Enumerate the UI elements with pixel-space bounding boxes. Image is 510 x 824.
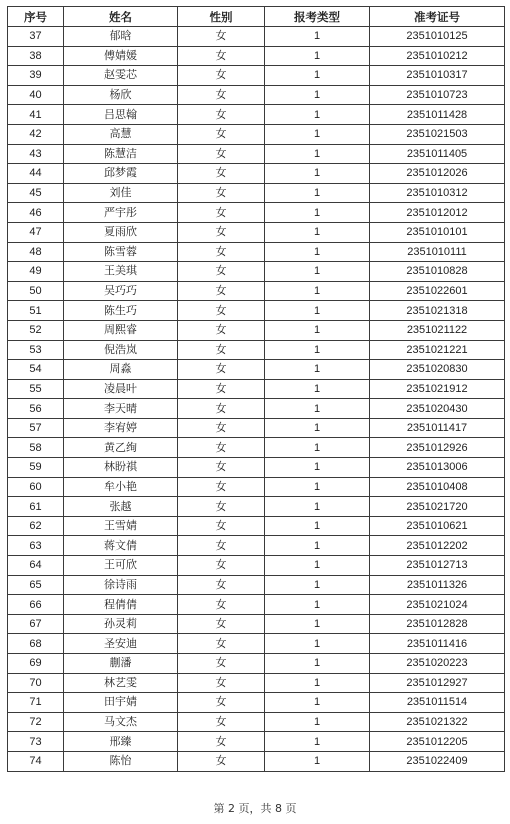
cell-ticket-number: 2351011405	[370, 144, 505, 164]
cell-name: 傅婧媛	[64, 46, 178, 66]
cell-exam-type: 1	[265, 222, 370, 242]
cell-name: 赵雯芯	[64, 66, 178, 86]
table-row	[8, 732, 505, 752]
cell-name: 马文杰	[64, 712, 178, 732]
cell-seq: 70	[8, 673, 64, 693]
cell-exam-type: 1	[265, 124, 370, 144]
table-header	[8, 7, 505, 27]
cell-name: 凌晨叶	[64, 379, 178, 399]
cell-gender: 女	[178, 85, 265, 105]
cell-name: 蒯潘	[64, 654, 178, 674]
cell-gender: 女	[178, 418, 265, 438]
cell-seq: 67	[8, 614, 64, 634]
cell-ticket-number: 2351010621	[370, 516, 505, 536]
cell-seq: 63	[8, 536, 64, 556]
cell-name: 王可欣	[64, 556, 178, 576]
cell-gender: 女	[178, 399, 265, 419]
cell-exam-type: 1	[265, 242, 370, 262]
cell-seq: 38	[8, 46, 64, 66]
cell-ticket-number: 2351010111	[370, 242, 505, 262]
cell-seq: 64	[8, 556, 64, 576]
cell-exam-type: 1	[265, 301, 370, 321]
cell-name: 吴巧巧	[64, 281, 178, 301]
table-row	[8, 399, 505, 419]
header-ticket-number: 准考证号	[370, 7, 505, 27]
header-gender: 性别	[178, 7, 265, 27]
cell-exam-type: 1	[265, 438, 370, 458]
cell-ticket-number: 2351011417	[370, 418, 505, 438]
cell-name: 孙灵莉	[64, 614, 178, 634]
cell-ticket-number: 2351011326	[370, 575, 505, 595]
cell-seq: 48	[8, 242, 64, 262]
cell-name: 陈慧洁	[64, 144, 178, 164]
cell-gender: 女	[178, 320, 265, 340]
cell-gender: 女	[178, 124, 265, 144]
cell-gender: 女	[178, 379, 265, 399]
table-row	[8, 262, 505, 282]
cell-seq: 39	[8, 66, 64, 86]
cell-exam-type: 1	[265, 320, 370, 340]
cell-seq: 53	[8, 340, 64, 360]
cell-name: 蒋文倩	[64, 536, 178, 556]
cell-gender: 女	[178, 164, 265, 184]
cell-gender: 女	[178, 438, 265, 458]
cell-gender: 女	[178, 46, 265, 66]
cell-seq: 68	[8, 634, 64, 654]
page-footer: 第 2 页，共 8 页	[213, 802, 297, 815]
table-row	[8, 693, 505, 713]
cell-name: 严宇彤	[64, 203, 178, 223]
cell-seq: 69	[8, 654, 64, 674]
table-row	[8, 85, 505, 105]
cell-ticket-number: 2351012205	[370, 732, 505, 752]
cell-exam-type: 1	[265, 340, 370, 360]
cell-name: 陈雪蓉	[64, 242, 178, 262]
table-row	[8, 124, 505, 144]
cell-exam-type: 1	[265, 418, 370, 438]
cell-seq: 45	[8, 183, 64, 203]
table-row	[8, 556, 505, 576]
table-row	[8, 614, 505, 634]
table-row	[8, 497, 505, 517]
cell-name: 程倩倩	[64, 595, 178, 615]
cell-ticket-number: 2351021318	[370, 301, 505, 321]
cell-seq: 72	[8, 712, 64, 732]
table-row	[8, 46, 505, 66]
cell-name: 徐诗雨	[64, 575, 178, 595]
table-row	[8, 360, 505, 380]
cell-exam-type: 1	[265, 497, 370, 517]
cell-name: 邢臻	[64, 732, 178, 752]
cell-exam-type: 1	[265, 85, 370, 105]
cell-gender: 女	[178, 458, 265, 478]
cell-ticket-number: 2351012828	[370, 614, 505, 634]
cell-ticket-number: 2351010828	[370, 262, 505, 282]
cell-gender: 女	[178, 575, 265, 595]
header-name: 姓名	[64, 7, 178, 27]
cell-seq: 56	[8, 399, 64, 419]
cell-seq: 66	[8, 595, 64, 615]
cell-gender: 女	[178, 654, 265, 674]
cell-name: 李天晴	[64, 399, 178, 419]
cell-exam-type: 1	[265, 673, 370, 693]
cell-gender: 女	[178, 340, 265, 360]
cell-gender: 女	[178, 183, 265, 203]
cell-exam-type: 1	[265, 360, 370, 380]
table-row	[8, 340, 505, 360]
cell-seq: 61	[8, 497, 64, 517]
cell-gender: 女	[178, 203, 265, 223]
cell-ticket-number: 2351021024	[370, 595, 505, 615]
cell-ticket-number: 2351010125	[370, 27, 505, 47]
table-row	[8, 536, 505, 556]
table-row	[8, 183, 505, 203]
cell-exam-type: 1	[265, 556, 370, 576]
cell-exam-type: 1	[265, 27, 370, 47]
cell-name: 周熙睿	[64, 320, 178, 340]
table-row	[8, 164, 505, 184]
cell-ticket-number: 2351012026	[370, 164, 505, 184]
cell-exam-type: 1	[265, 516, 370, 536]
cell-exam-type: 1	[265, 536, 370, 556]
table-row	[8, 654, 505, 674]
cell-seq: 65	[8, 575, 64, 595]
cell-gender: 女	[178, 497, 265, 517]
cell-exam-type: 1	[265, 66, 370, 86]
cell-exam-type: 1	[265, 751, 370, 771]
cell-name: 陈生巧	[64, 301, 178, 321]
cell-ticket-number: 2351011428	[370, 105, 505, 125]
table-row	[8, 634, 505, 654]
cell-ticket-number: 2351021503	[370, 124, 505, 144]
table-row	[8, 458, 505, 478]
cell-name: 邱梦霞	[64, 164, 178, 184]
cell-seq: 49	[8, 262, 64, 282]
cell-name: 高慧	[64, 124, 178, 144]
cell-seq: 50	[8, 281, 64, 301]
cell-name: 陈怡	[64, 751, 178, 771]
cell-gender: 女	[178, 105, 265, 125]
cell-gender: 女	[178, 536, 265, 556]
table-row	[8, 673, 505, 693]
cell-ticket-number: 2351022601	[370, 281, 505, 301]
cell-gender: 女	[178, 144, 265, 164]
cell-ticket-number: 2351020430	[370, 399, 505, 419]
cell-seq: 42	[8, 124, 64, 144]
cell-seq: 44	[8, 164, 64, 184]
cell-seq: 51	[8, 301, 64, 321]
table-row	[8, 595, 505, 615]
cell-seq: 73	[8, 732, 64, 752]
cell-ticket-number: 2351010101	[370, 222, 505, 242]
cell-ticket-number: 2351010723	[370, 85, 505, 105]
cell-exam-type: 1	[265, 203, 370, 223]
table-row	[8, 222, 505, 242]
cell-ticket-number: 2351012926	[370, 438, 505, 458]
table-row	[8, 516, 505, 536]
cell-ticket-number: 2351010312	[370, 183, 505, 203]
cell-name: 圣安迪	[64, 634, 178, 654]
cell-seq: 60	[8, 477, 64, 497]
cell-exam-type: 1	[265, 144, 370, 164]
cell-gender: 女	[178, 595, 265, 615]
cell-seq: 47	[8, 222, 64, 242]
cell-gender: 女	[178, 712, 265, 732]
table-row	[8, 242, 505, 262]
cell-gender: 女	[178, 301, 265, 321]
cell-exam-type: 1	[265, 614, 370, 634]
cell-ticket-number: 2351021122	[370, 320, 505, 340]
cell-name: 杨欣	[64, 85, 178, 105]
cell-exam-type: 1	[265, 732, 370, 752]
table-row	[8, 105, 505, 125]
cell-seq: 52	[8, 320, 64, 340]
table-body	[8, 27, 505, 772]
cell-ticket-number: 2351012713	[370, 556, 505, 576]
cell-gender: 女	[178, 732, 265, 752]
cell-ticket-number: 2351020830	[370, 360, 505, 380]
table-row	[8, 438, 505, 458]
table-row	[8, 477, 505, 497]
cell-seq: 74	[8, 751, 64, 771]
cell-ticket-number: 2351022409	[370, 751, 505, 771]
cell-exam-type: 1	[265, 164, 370, 184]
cell-exam-type: 1	[265, 399, 370, 419]
cell-exam-type: 1	[265, 46, 370, 66]
cell-ticket-number: 2351011416	[370, 634, 505, 654]
cell-gender: 女	[178, 556, 265, 576]
cell-seq: 46	[8, 203, 64, 223]
cell-gender: 女	[178, 477, 265, 497]
cell-seq: 54	[8, 360, 64, 380]
candidate-table	[7, 6, 505, 772]
cell-exam-type: 1	[265, 262, 370, 282]
cell-seq: 59	[8, 458, 64, 478]
cell-name: 周淼	[64, 360, 178, 380]
cell-gender: 女	[178, 242, 265, 262]
cell-name: 林艺雯	[64, 673, 178, 693]
cell-gender: 女	[178, 693, 265, 713]
table-row	[8, 281, 505, 301]
header-row	[8, 7, 505, 27]
cell-gender: 女	[178, 66, 265, 86]
cell-ticket-number: 2351013006	[370, 458, 505, 478]
cell-ticket-number: 2351011514	[370, 693, 505, 713]
cell-name: 牟小艳	[64, 477, 178, 497]
cell-name: 刘佳	[64, 183, 178, 203]
cell-gender: 女	[178, 222, 265, 242]
cell-name: 田宇婧	[64, 693, 178, 713]
cell-seq: 55	[8, 379, 64, 399]
cell-seq: 43	[8, 144, 64, 164]
cell-seq: 62	[8, 516, 64, 536]
cell-gender: 女	[178, 634, 265, 654]
table-row	[8, 575, 505, 595]
cell-exam-type: 1	[265, 693, 370, 713]
table-row	[8, 66, 505, 86]
cell-exam-type: 1	[265, 712, 370, 732]
table-row	[8, 418, 505, 438]
cell-seq: 57	[8, 418, 64, 438]
cell-exam-type: 1	[265, 654, 370, 674]
table-row	[8, 144, 505, 164]
cell-ticket-number: 2351010212	[370, 46, 505, 66]
cell-ticket-number: 2351012202	[370, 536, 505, 556]
cell-exam-type: 1	[265, 105, 370, 125]
cell-gender: 女	[178, 262, 265, 282]
cell-exam-type: 1	[265, 379, 370, 399]
header-seq: 序号	[8, 7, 64, 27]
table-row	[8, 712, 505, 732]
cell-gender: 女	[178, 360, 265, 380]
cell-exam-type: 1	[265, 575, 370, 595]
table-row	[8, 301, 505, 321]
cell-gender: 女	[178, 751, 265, 771]
cell-ticket-number: 2351012927	[370, 673, 505, 693]
cell-gender: 女	[178, 516, 265, 536]
cell-name: 郁晗	[64, 27, 178, 47]
cell-ticket-number: 2351010317	[370, 66, 505, 86]
cell-ticket-number: 2351012012	[370, 203, 505, 223]
cell-seq: 37	[8, 27, 64, 47]
cell-name: 李宥婷	[64, 418, 178, 438]
table-row	[8, 320, 505, 340]
cell-ticket-number: 2351010408	[370, 477, 505, 497]
cell-name: 夏雨欣	[64, 222, 178, 242]
cell-name: 倪浩岚	[64, 340, 178, 360]
cell-name: 黄乙绚	[64, 438, 178, 458]
cell-ticket-number: 2351021221	[370, 340, 505, 360]
cell-exam-type: 1	[265, 281, 370, 301]
cell-gender: 女	[178, 673, 265, 693]
table-row	[8, 203, 505, 223]
cell-name: 张越	[64, 497, 178, 517]
cell-exam-type: 1	[265, 183, 370, 203]
table-row	[8, 751, 505, 771]
cell-name: 林盼祺	[64, 458, 178, 478]
header-exam-type: 报考类型	[265, 7, 370, 27]
cell-gender: 女	[178, 614, 265, 634]
cell-seq: 40	[8, 85, 64, 105]
table-row	[8, 379, 505, 399]
cell-seq: 58	[8, 438, 64, 458]
cell-seq: 41	[8, 105, 64, 125]
cell-name: 王美琪	[64, 262, 178, 282]
cell-ticket-number: 2351021912	[370, 379, 505, 399]
cell-ticket-number: 2351021720	[370, 497, 505, 517]
cell-name: 王雪婧	[64, 516, 178, 536]
cell-gender: 女	[178, 281, 265, 301]
cell-name: 吕思翰	[64, 105, 178, 125]
cell-ticket-number: 2351021322	[370, 712, 505, 732]
cell-exam-type: 1	[265, 458, 370, 478]
cell-gender: 女	[178, 27, 265, 47]
cell-ticket-number: 2351020223	[370, 654, 505, 674]
table-row	[8, 27, 505, 47]
cell-seq: 71	[8, 693, 64, 713]
cell-exam-type: 1	[265, 595, 370, 615]
cell-exam-type: 1	[265, 477, 370, 497]
cell-exam-type: 1	[265, 634, 370, 654]
